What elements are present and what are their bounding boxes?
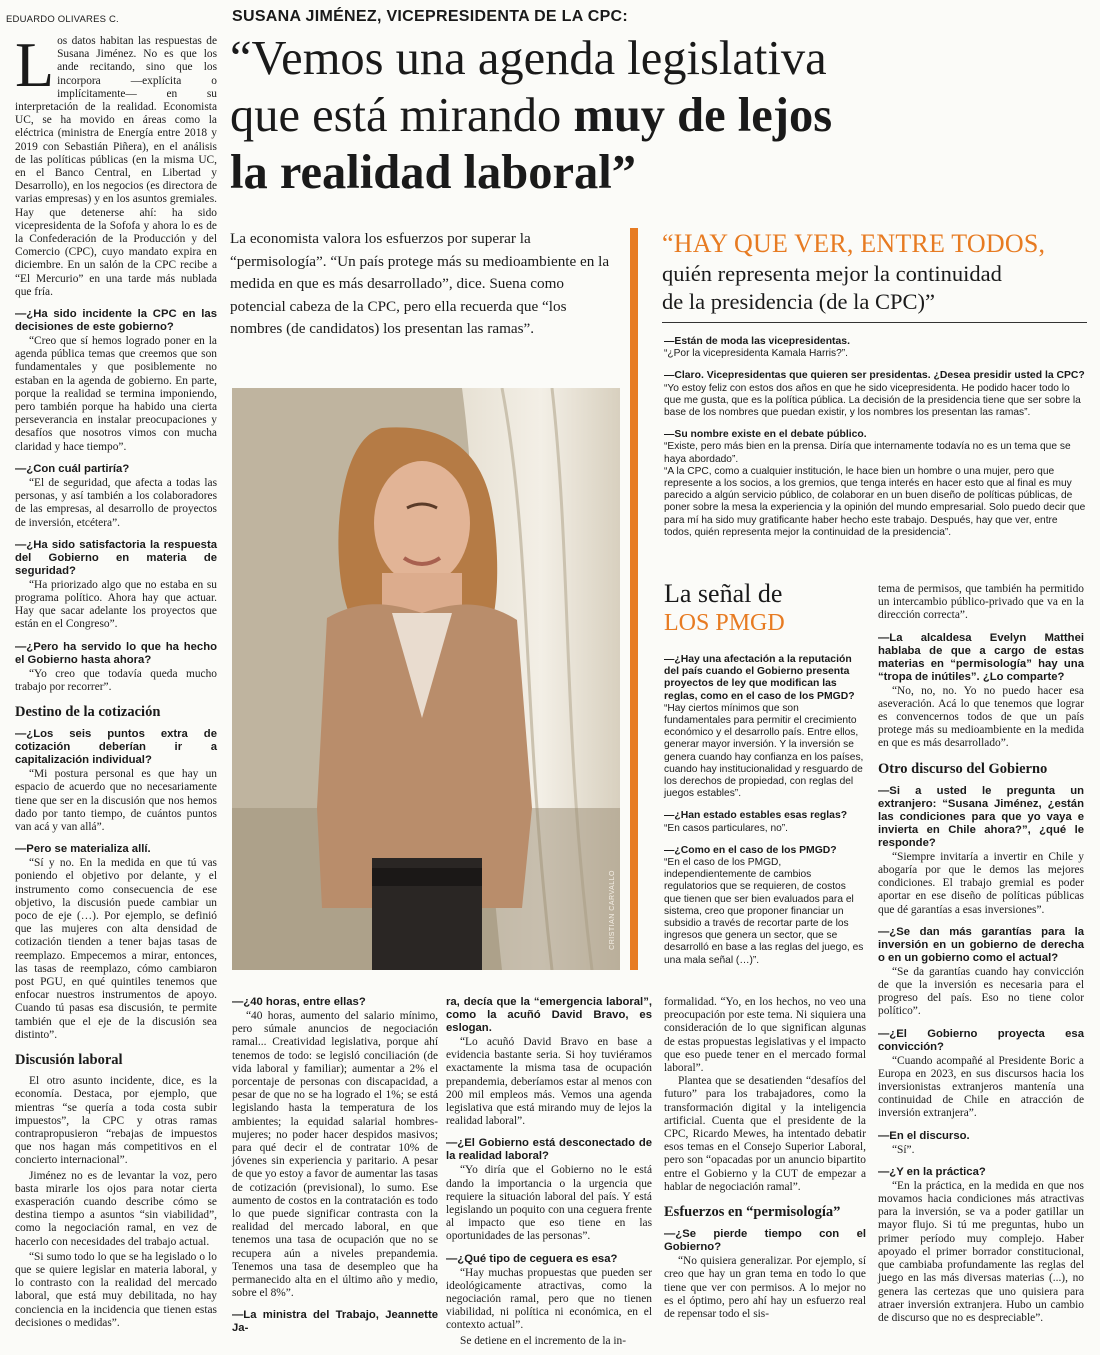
answer: “Lo acuñó David Bravo en base a evidencia bastante seria. Si hoy tuviéramos exactamente la misma tasa de ocupación prepandemia, deberíamos estar al menos con 200 mil empleos más. Vemos una agenda legislativa que está mirando muy de lejos la realidad laboral”. <box>446 1036 652 1128</box>
subhead-destino: Destino de la cotización <box>15 703 161 720</box>
answer: “En el caso de los PMGD, independientemente de cambios regulatorios que se requieren, de costos que tienen que ser bien evaluados para el sistema, creo que proponer financiar un subsidio a través de recortar parte de los ingresos que genera un sector, que se desarrolló en base a las reglas del juego, es una mala señal (…)”. <box>664 857 864 966</box>
answer: “Existe, pero más bien en la prensa. Diría que internamente todavía no es un tema que se haya abordado”. <box>664 441 1071 465</box>
answer: “Hay ciertos mínimos que son fundamentales para permitir el crecimiento económico y el desarrollo país. Entre ellos, generar mayor inversión. Y la inversión se genera cuando hay confianza en los países, cuando hay institucionalidad y resguardo de los derechos de propiedad, con reglas del juegos estables”. <box>664 702 864 800</box>
pull-quote-line-1: “HAY QUE VER, ENTRE TODOS, <box>662 229 1046 258</box>
question: —Si a usted le pregunta un extranjero: “Susana Jiménez, ¿están las condiciones para que yo vaya e invierta en Chile ahora?”, ¿qué le responde? <box>878 784 1084 849</box>
question: —¿Pero ha servido lo que ha hecho el Gobierno hasta ahora? <box>15 640 217 666</box>
answer: “A la CPC, como a cualquier institución, le hace bien un hombre o una mujer, pero que represente a los socios, a los gremios, que tenga interés en hacer esto que al final es muy parecido a algún servicio público, de colaborar en un buen diseño de políticas públicas, de poner sobre la mesa la experiencia y la opinión del mundo empresarial. Solo puedo decir que para mí ha sido muy gratificante haber hecho este trabajo. Después, hay que ver, entre todos, quién representa mejor la continuidad de la presidencia”. <box>664 465 1086 538</box>
answer: “¿Por la vicepresidenta Kamala Harris?”. <box>664 348 849 360</box>
byline: EDUARDO OLIVARES C. <box>6 14 119 25</box>
answer: “Creo que sí hemos logrado poner en la agenda pública temas que creemos que son fundamentales y que posiblemente no estaban en la agenda de gobierno. En parte, porque la realidad se termina imponiendo, pero también porque ha habido una cierta perseverancia en instalar preocupaciones y desafíos que nosotros vimos con mucha claridad y hace tiempo”. <box>15 335 217 453</box>
answer: “Yo estoy feliz con estos dos años en que he sido vicepresidenta. He podido hacer todo lo que me gusta, que es la política pública. La decisión de la presidencia tiene que ser sobre la base de los nombres que puedan existir, y los nombres los presentan las ramas”. <box>664 382 1081 419</box>
paragraph: tema de permisos, que también ha permitido un intercambio público-privado que va en la dirección correcta”. <box>878 583 1084 622</box>
paragraph: Se detiene en el incremento de la in- <box>460 1334 627 1347</box>
question: —¿Ha sido satisfactoria la respuesta del Gobierno en materia de seguridad? <box>15 538 217 577</box>
portrait-photo <box>232 388 620 970</box>
answer: “El de seguridad, que afecta a todas las personas, y así también a los colaboradores de las empresas, al desarrollo de proyectos de inversión, etcétera”. <box>15 476 217 529</box>
question: —¿Hay una afectación a la reputación del país cuando el Gobierno presenta proyectos de ley que modifican las reglas, como en el caso de los PMGD? <box>664 654 855 702</box>
question: —¿Y en la práctica? <box>878 1165 986 1178</box>
subhead-otro-discurso: Otro discurso del Gobierno <box>878 760 1048 777</box>
question: —La alcaldesa Evelyn Matthei hablaba de que a cargo de estas materias en “permisología” hay una “tropa de inútiles”. ¿Lo comparte? <box>878 631 1084 683</box>
paragraph: Plantea que se desatienden “desafíos del futuro” para los trabajadores, como la transformación digital y la inteligencia artificial. Cuenta que el presidente de la CPC, Ricardo Mewes, ha intentado debatir esos temas en el Consejo Superior Laboral, pero son “opacadas por un anuncio bipartito entre el Gobierno y la CUT de empezar a hablar de negociación ramal”. <box>664 1075 866 1193</box>
question: —¿Ha sido incidente la CPC en las decisiones de este gobierno? <box>15 308 217 334</box>
question: —Claro. Vicepresidentas que quieren ser presidentas. ¿Desea presidir usted la CPC? <box>664 370 1085 382</box>
paragraph: Jiménez no es de levantar la voz, pero basta mirarle los ojos para notar cierta exasperación cuando describe cómo se destina tiempo a asuntos “sin viabilidad”, como la negociación ramal, en vez de hacerlo con necesidades del trabajo actual. <box>15 1169 217 1248</box>
answer: “En casos particulares, no”. <box>664 822 789 834</box>
paragraph: formalidad. “Yo, en los hechos, no veo una preocupación por este tema. Ni siquiera una consideración de lo que significan algunas de estas propuestas legislativas y el impacto que eso puede tener en el mercado formal laboral”. <box>664 996 866 1075</box>
pmgd-text <box>664 654 864 967</box>
headline <box>230 30 1090 201</box>
column-bottom-3 <box>664 996 866 1323</box>
pull-quote-line-3: de la presidencia (de la CPC)” <box>662 289 936 314</box>
photo-credit: CRISTIAN CARVALLO <box>609 870 616 950</box>
column-right <box>878 583 1084 1327</box>
pull-quote-line-2: quién representa mejor la continuidad <box>662 261 1002 286</box>
paragraph: “Si sumo todo lo que se ha legislado o lo que se quiere legislar en materia laboral, y lo contrasto con la realidad del mercado laboral, que está muy debilitada, no hay conciencia en la incidencia que tienen estas decisiones o medidas”. <box>15 1250 217 1329</box>
accent-rule <box>630 228 638 970</box>
answer: “Siempre invitaría a invertir en Chile y abogaría por que le demos las mejores condiciones. El trabajo gremial es poder aportar en ese diseño de políticas públicas que dé garantías a esas inversiones”. <box>878 850 1084 916</box>
answer: “Hay muchas propuestas que pueden ser ideológicamente atractivas, como la negociación ramal, pero que no tienen viabilidad, ni política ni económica, en el contexto actual”. <box>446 1266 652 1332</box>
question: —¿Se pierde tiempo con el Gobierno? <box>664 1228 866 1254</box>
answer: “Mi postura personal es que hay un espacio de acuerdo que no necesariamente tiene que ser en la discusión que nos hemos dado por tanto tiempo, de cuántos puntos van acá y van allá”. <box>15 768 217 833</box>
question: —Pero se materializa allí. <box>15 843 151 856</box>
subhead-permisologia: Esfuerzos en “permisología” <box>664 1204 841 1221</box>
column-bottom-2 <box>446 996 652 1350</box>
intro-paragraph: os datos habitan las respuestas de Susana Jiménez. No es que los ande recitando, sino que los incorpora —explícita o implícitamente— en su interpretación de la realidad. Economista UC, se ha movido en áreas como la eléctrica (ministra de Energía entre 2018 y 2019 con Sebastián Piñera), en el análisis de las políticas públicas (en la misma UC, en el Banco Central, en Libertad y Desarrollo), en los negocios (es directora de varias empresas) y en los asuntos gremiales. Hay que detenerse ahí: ha sido vicepresidenta de la Sofofa y ahora lo es de la Confederación de la Producción y del Comercio (CPC), cuyo mandato expira en diciembre. En un salón de la CPC recibe a “El Mercurio” en una tarde más nublada que fría. <box>15 35 217 298</box>
pmgd-box <box>664 580 864 967</box>
vicepresidenta-box <box>664 326 1086 539</box>
answer: “Yo creo que todavía queda mucho trabajo por recorrer”. <box>15 667 217 693</box>
headline-line-2: que está mirando muy de lejos <box>230 89 833 142</box>
question: —Su nombre existe en el debate público. <box>664 429 867 441</box>
question: —¿Se dan más garantías para la inversión en un gobierno de derecha o en un gobierno como el actual? <box>878 925 1084 964</box>
question: —¿Con cuál partiría? <box>15 462 130 475</box>
answer: “Ha priorizado algo que no estaba en su programa político. Ahora hay que actuar. Hay que sacar adelante los proyectos que están en el Congreso”. <box>15 578 217 631</box>
answer: “Sí”. <box>892 1143 915 1156</box>
answer: “Sí y no. En la medida en que tú vas poniendo el objetivo por delante, y el instrumento como consecuencia de ese objetivo, la discusión puede cambiar un poco de eje (…). Por ejemplo, se definió que las mujeres con alta densidad de cotización tienden a tener bajas tasas de reemplazo. Empecemos a mirar, entonces, las tasas de reemplazo, cómo cambiaron post PGU, en qué quintiles tenemos que enfocar nuestros instrumentos de apoyo. Cuando tú pasas esa discusión, te permite también que el eje de la discusión sea distinto”. <box>15 857 217 1041</box>
lede: La economista valora los esfuerzos por superar la “permisología”. “Un país protege más su medioambiente en la medida en que es más desarrollado”, dice. Suena como potencial cabeza de la CPC, pero ella recuerda que “los nombres (de candidatos) los presentan las ramas”. <box>230 230 610 337</box>
question: —¿El Gobierno proyecta esa convicción? <box>878 1027 1084 1053</box>
pmgd-title-2: LOS PMGD <box>664 610 785 636</box>
drop-cap: L <box>15 29 55 100</box>
kicker: SUSANA JIMÉNEZ, VICEPRESIDENTA DE LA CPC: <box>232 8 629 25</box>
question: —¿Han estado estables esas reglas? <box>664 810 848 822</box>
question: ra, decía que la “emergencia laboral”, como la acuñó David Bravo, es eslogan. <box>446 996 652 1034</box>
question: —Están de moda las vicepresidentas. <box>664 336 850 347</box>
portrait-illustration <box>232 388 620 970</box>
answer: “Cuando acompañé al Presidente Boric a Europa en 2023, en sus discursos hacia los inversionistas extranjeros mantenía una continuidad de Chile en atracción de inversión extranjera”. <box>878 1054 1084 1120</box>
subhead-discusion: Discusión laboral <box>15 1051 123 1068</box>
divider <box>662 322 1087 323</box>
question: —La ministra del Trabajo, Jeannette Ja- <box>232 1309 438 1335</box>
headline-line-3: la realidad laboral” <box>230 146 636 199</box>
answer: “Yo diría que el Gobierno no le está dando la importancia o la urgencia que requiere la situación laboral del país. Y está legislando un poquito con una ceguera frente al impacto que eso tiene en las oportunidades de las personas”. <box>446 1164 652 1243</box>
answer: “No, no, no. Yo no puedo hacer esa aseveración. Acá lo que tenemos que lograr es convencernos todos de que un país protege más su medioambiente en la medida en que es más desarrollado”. <box>878 684 1084 750</box>
column-1 <box>15 29 217 1332</box>
question: —¿Los seis puntos extra de cotización deberían ir a capitalización individual? <box>15 728 217 767</box>
pull-quote <box>662 228 1087 316</box>
question: —¿El Gobierno está desconectado de la realidad laboral? <box>446 1137 652 1163</box>
paragraph: El otro asunto incidente, dice, es la economía. Destaca, por ejemplo, que mientras “se quería a toda costa subir impuestos”, la CPC y otras ramas contrapropusieron “rebajas de impuestos que nos hagan más competitivos en el concierto internacional”. <box>15 1075 217 1167</box>
question: —¿Qué tipo de ceguera es esa? <box>446 1252 618 1265</box>
answer: “Se da garantías cuando hay convicción de que la inversión es necesaria para el progreso del país. Eso no tiene color político”. <box>878 965 1084 1018</box>
answer: “No quisiera generalizar. Por ejemplo, sí creo que hay un gran tema en todo lo que tiene que ver con permisos. A lo mejor no es el óptimo, pero ahí hay un esfuerzo real de repensar todo el sis- <box>664 1255 866 1321</box>
answer: “En la práctica, en la medida en que nos movamos hacia condiciones más atractivas para la inversión, se va a poder gatillar un mayor flujo. Si tú me preguntas, hubo un primer período muy complejo. Haber apoyado el primer borrador constitucional, que cambiaba profundamente las reglas del juego en las más diversas materias (...), no genera las certezas que uno quisiera para atraer inversión extranjera. Hubo un cambio de discurso que no es despreciable”. <box>878 1179 1084 1324</box>
question: —¿40 horas, entre ellas? <box>232 996 366 1008</box>
pmgd-title-1: La señal de <box>664 579 783 608</box>
question: —En el discurso. <box>878 1129 970 1142</box>
answer: “40 horas, aumento del salario mínimo, pero súmale anuncios de negociación ramal... Creatividad legislativa, porque ahí tenemos de todo: se legisló conciliación (de vida laboral y familiar); aumentar a 2% el porcentaje de personas con discapacidad, a pesar de que no se ha logrado el 1%; se está legislando hasta la temperatura de los ambientes; la equidad salarial hombres-mujeres; no poder hacer despidos masivos; para qué decir el de contratar 10% de jóvenes sin experiencia y paritario. A pesar de que yo estoy a favor de aumentar las tasas de cotización (previsional), lo sumo. Ese aumento de costos en la contratación es todo lo que puede significar contrasta con la realidad del mercado laboral, en que tenemos una tasa de ocupación que no se recupera aún a niveles prepandemia. Tenemos una tasa de desempleo que ha permanecido alta en el último año y medio, sobre el 8%”. <box>232 1010 438 1300</box>
question: —¿Como en el caso de los PMGD? <box>664 844 837 856</box>
column-bottom-1 <box>232 996 438 1336</box>
headline-line-1: “Vemos una agenda legislativa <box>230 32 827 85</box>
